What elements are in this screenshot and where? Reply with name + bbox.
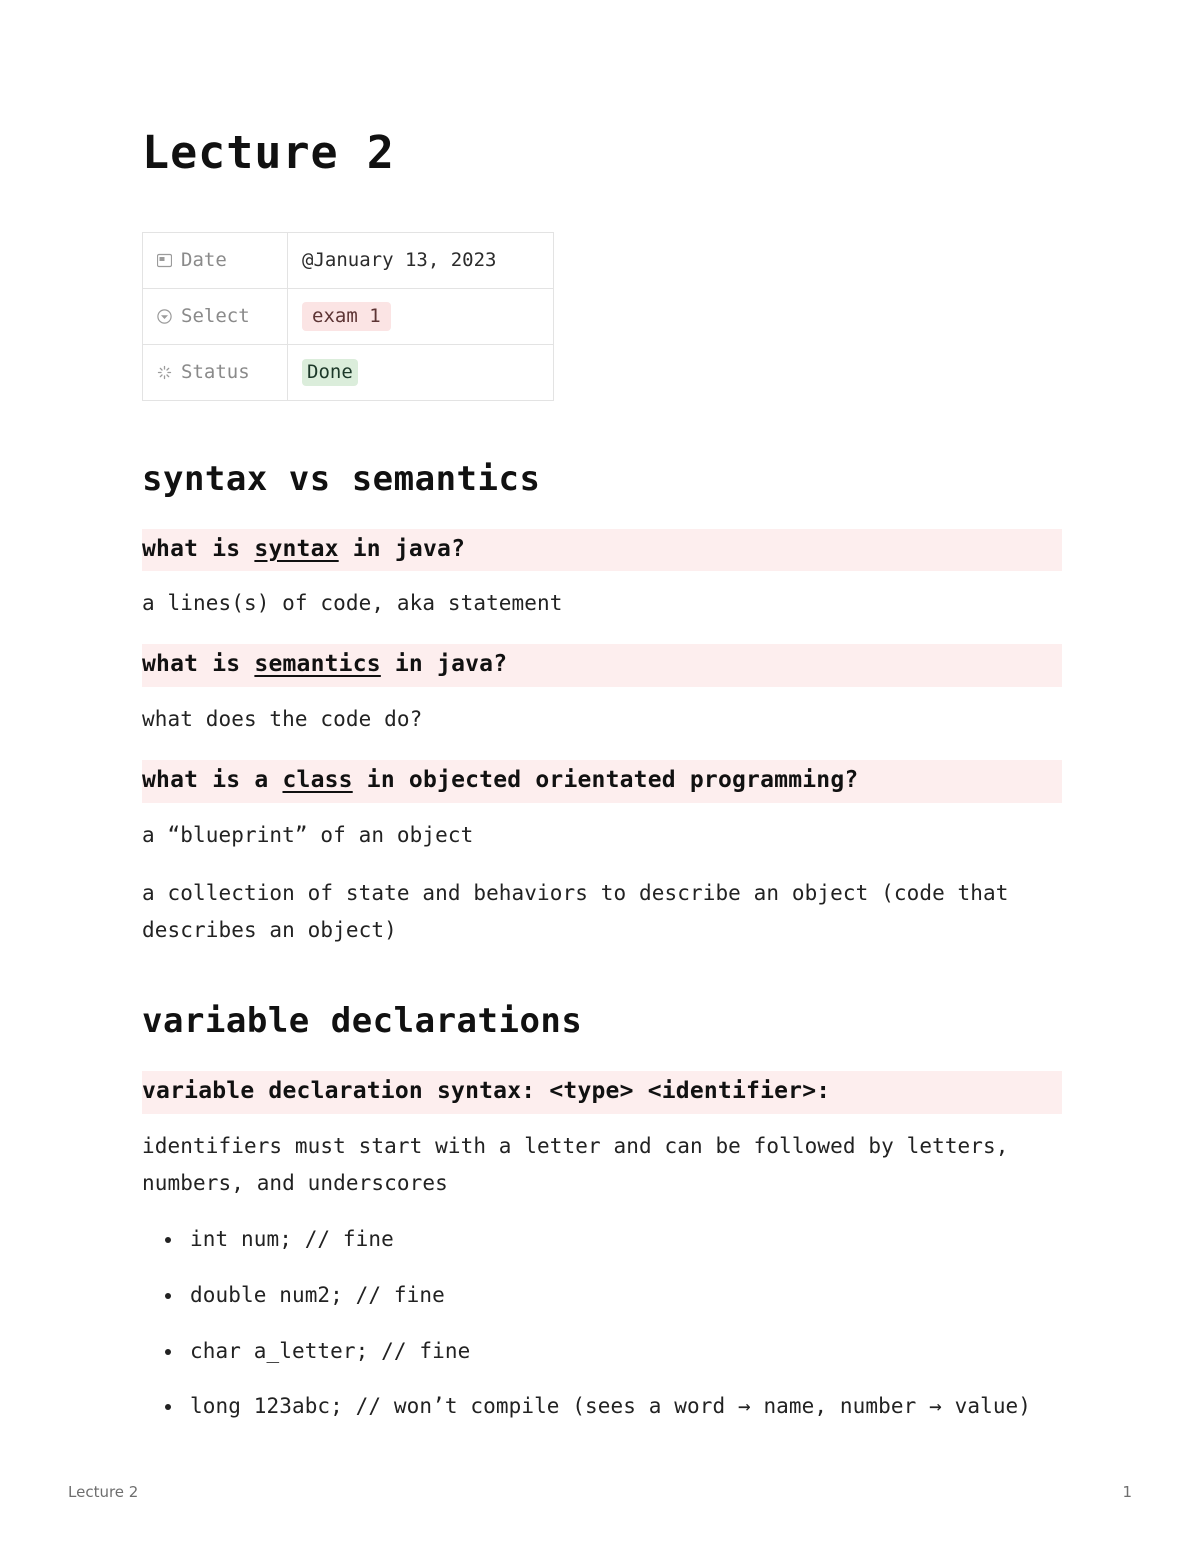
table-row (143, 288, 554, 344)
status-icon (157, 365, 172, 380)
list-item: • char a_letter; // fine (184, 1335, 1062, 1369)
document-body (142, 128, 1062, 1446)
callout-what-is-semantics (142, 644, 1062, 687)
property-value-select[interactable] (288, 288, 554, 344)
list-item: • int num; // fine (184, 1223, 1062, 1257)
property-key-status (143, 344, 288, 400)
bullet-list-declaration-examples (142, 1223, 1062, 1423)
callout-text-underline: semantics (254, 651, 381, 678)
page-footer (68, 1483, 1132, 1501)
property-key-label: Date (181, 249, 227, 271)
properties-table (142, 232, 554, 401)
callout-text-underline: class (282, 766, 353, 793)
callout-text-post: in java? (338, 535, 466, 562)
callout-text-underline: syntax (254, 535, 339, 562)
list-item: • long 123abc; // won’t compile (sees a word → name, number → value) (184, 1390, 1062, 1424)
callout-text-pre: what is a (142, 766, 283, 793)
select-tag: exam 1 (302, 302, 391, 331)
callout-text-pre: what is (142, 651, 255, 678)
list-item: • double num2; // fine (184, 1279, 1062, 1313)
callout-text-pre: what is (142, 535, 255, 562)
callout-what-is-syntax (142, 529, 1062, 572)
calendar-icon (157, 253, 172, 268)
property-value-date[interactable] (288, 232, 554, 288)
property-value-status[interactable] (288, 344, 554, 400)
callout-variable-declaration-syntax (142, 1071, 1062, 1114)
section-heading-syntax-vs-semantics: syntax vs semantics (142, 458, 541, 499)
callout-what-is-a-class (142, 760, 1062, 803)
callout-text-post: in java? (380, 651, 508, 678)
paragraph-class-answer-1: a “blueprint” of an object (142, 822, 474, 847)
property-key-label: Select (181, 305, 250, 327)
status-badge: Done (302, 359, 358, 386)
table-row (143, 344, 554, 400)
section-heading-variable-declarations: variable declarations (142, 1000, 583, 1041)
callout-text-pre: variable declaration syntax: <type> <identifier>: (142, 1077, 831, 1104)
property-key-date (143, 232, 288, 288)
page-number: 1 (1122, 1483, 1132, 1501)
property-key-select (143, 288, 288, 344)
paragraph-syntax-answer: a lines(s) of code, aka statement (142, 591, 563, 616)
property-key-label: Status (181, 361, 250, 383)
paragraph-semantics-answer: what does the code do? (142, 707, 423, 732)
paragraph-identifier-rules: identifiers must start with a letter and can be followed by letters, numbers, and underscores (142, 1133, 1009, 1195)
callout-text-post: in objected orientated programming? (352, 766, 859, 793)
select-icon (157, 309, 172, 324)
date-value: @January 13, 2023 (302, 249, 497, 271)
table-row (143, 232, 554, 288)
footer-left-label: Lecture 2 (68, 1483, 139, 1501)
paragraph-class-answer-2: a collection of state and behaviors to describe an object (code that describes an object) (142, 881, 1009, 943)
page-title: Lecture 2 (142, 126, 395, 179)
